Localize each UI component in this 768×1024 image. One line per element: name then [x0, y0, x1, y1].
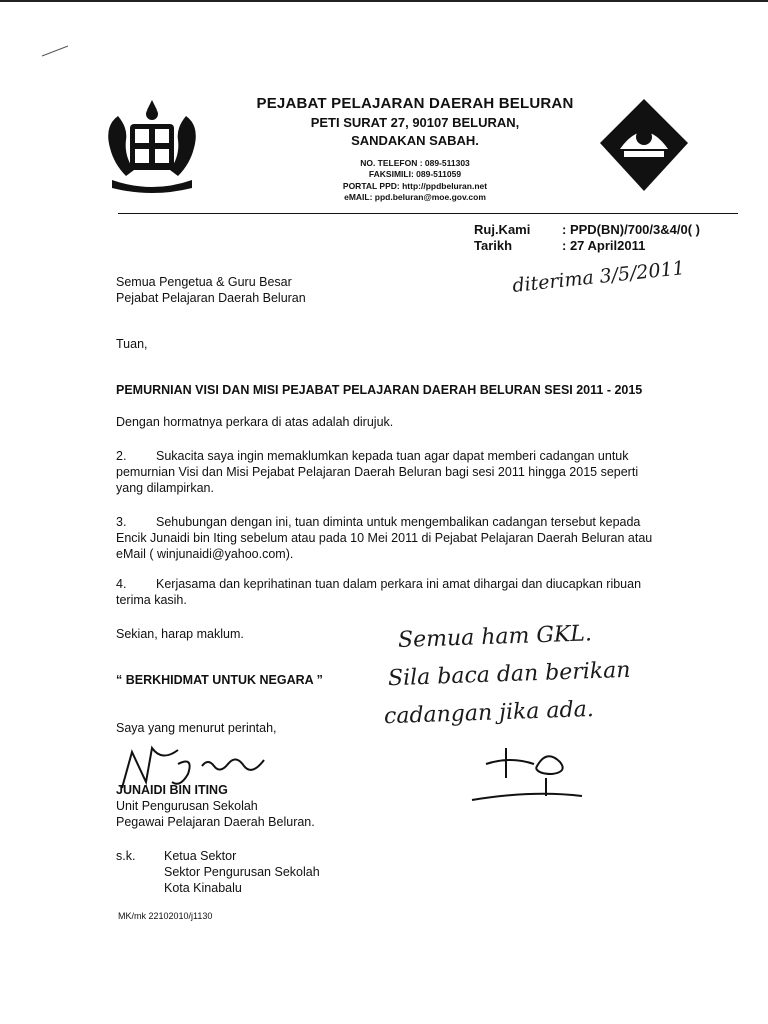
paragraph-2 [116, 448, 716, 496]
scan-top-edge [0, 0, 768, 2]
cc-block [116, 848, 320, 896]
paragraph-number: 3. [116, 515, 127, 529]
office-name: PEJABAT PELAJARAN DAERAH BELURAN [256, 95, 574, 112]
paragraph-text: Encik Junaidi bin Iting sebelum atau pada 10 Mei 2011 di Pejabat Pelajaran Daerah Beluran atau [116, 531, 653, 545]
closing: Sekian, harap maklum. [116, 627, 244, 641]
signatory-block [116, 782, 315, 830]
cc-line: Ketua Sektor [164, 849, 237, 863]
paragraph-number: 4. [116, 577, 127, 591]
email: eMAIL: ppd.beluran@moe.gov.com [344, 192, 486, 202]
scan-mark [40, 44, 70, 58]
header-rule [118, 213, 738, 214]
file-reference: MK/mk 22102010/j1130 [118, 911, 213, 921]
handwritten-margin-note [383, 618, 631, 732]
recipient-line-1: Semua Pengetua & Guru Besar [116, 275, 292, 289]
date-label: Tarikh [474, 238, 513, 253]
paragraph-text: eMail ( winjunaidi@yahoo.com). [116, 547, 294, 561]
paragraph-number: 2. [116, 449, 127, 463]
cc-line: Sektor Pengurusan Sekolah [164, 865, 320, 879]
opening: Dengan hormatnya perkara di atas adalah dirujuk. [116, 415, 394, 429]
address-line-2: SANDAKAN SABAH. [351, 133, 479, 148]
signatory-title: Pegawai Pelajaran Daerah Beluran. [116, 815, 315, 829]
paragraph-4 [116, 576, 716, 608]
date-value: : 27 April2011 [562, 238, 646, 253]
signatory-unit: Unit Pengurusan Sekolah [116, 799, 258, 813]
paragraph-text: Kerjasama dan keprihatinan tuan dalam perkara ini amat dihargai dan diucapkan ribuan [156, 577, 642, 591]
margin-note-line: cadangan jika ada. [383, 696, 595, 730]
margin-note-line: Sila baca dan berikan [387, 657, 631, 692]
portal: PORTAL PPD: http://ppdbeluran.net [342, 181, 488, 191]
salutation: Tuan, [116, 337, 148, 351]
paragraph-text: Sehubungan dengan ini, tuan diminta untuk mengembalikan cadangan tersebut kepada [156, 515, 641, 529]
cc-line: Kota Kinabalu [164, 881, 242, 895]
handwritten-received-note: diterima 3/5/2011 [511, 257, 686, 297]
recipient-line-2: Pejabat Pelajaran Daerah Beluran [116, 291, 306, 305]
district-logo [598, 97, 690, 193]
paragraph-3 [116, 514, 716, 562]
cc-label: s.k. [116, 849, 136, 863]
subject: PEMURNIAN VISI DAN MISI PEJABAT PELAJARAN DAERAH BELURAN SESI 2011 - 2015 [116, 383, 643, 397]
fax: FAKSIMILI: 089-511059 [368, 169, 462, 179]
ruj-value: : PPD(BN)/700/3&4/0( ) [562, 222, 700, 237]
paragraph-text: yang dilampirkan. [116, 481, 214, 495]
ruj-label: Ruj.Kami [474, 222, 531, 237]
paragraph-text: pemurnian Visi dan Misi Pejabat Pelajaran Daerah Beluran bagi sesi 2011 hingga 2015 seperti [116, 465, 639, 479]
recipient [116, 274, 306, 306]
coat-of-arms-emblem [98, 96, 206, 194]
paragraph-text: Sukacita saya ingin memaklumkan kepada tuan agar dapat memberi cadangan untuk [156, 449, 629, 463]
motto: “ BERKHIDMAT UNTUK NEGARA ” [116, 673, 323, 687]
reference-block [474, 222, 754, 254]
sign-off: Saya yang menurut perintah, [116, 721, 277, 735]
handwritten-initials [466, 738, 596, 808]
signatory-name: JUNAIDI BIN ITING [116, 783, 228, 797]
address-line-1: PETI SURAT 27, 90107 BELURAN, [310, 115, 520, 130]
telephone: NO. TELEFON : 089-511303 [360, 158, 470, 168]
paragraph-text: terima kasih. [116, 593, 187, 607]
margin-note-line: Semua ham GKL. [397, 621, 593, 654]
